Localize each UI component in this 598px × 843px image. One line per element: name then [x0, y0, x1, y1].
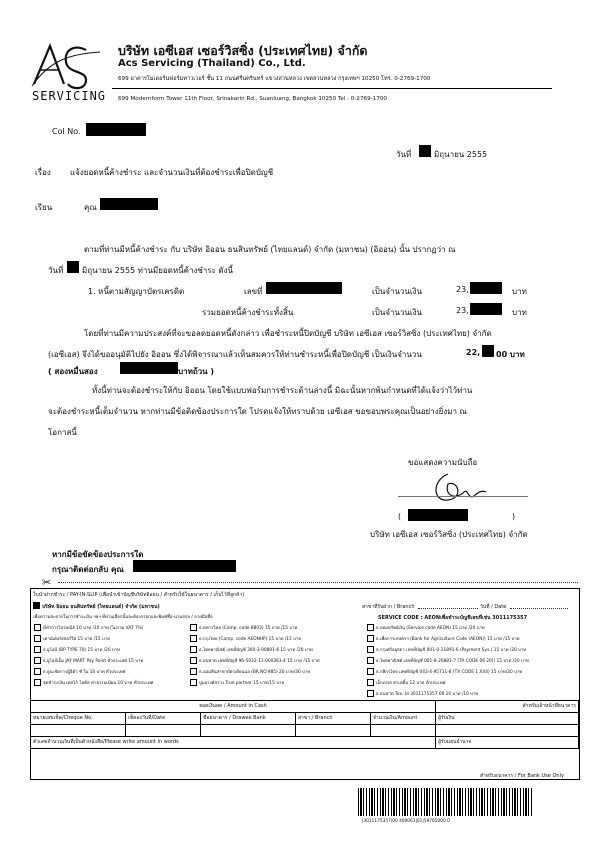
redacted-para-day	[67, 261, 79, 273]
cheque-no-cell[interactable]	[31, 725, 126, 737]
amount-in-words[interactable]: ตัวเลขจำนวนเงินที่เป็นตัวหนังสือ/Please write amount in words	[31, 737, 436, 749]
option-baac: ธ.เพื่อการเกษตรฯ (Bank for Agriculture Code (AEON)) 15 บาท /15 บาท	[376, 637, 520, 642]
paragraph-2-words-b: บาทถ้วน )	[178, 367, 215, 376]
option-thanachart-tex: ธ.ธนชาต Tex. Id 3011175357 00 10 บาท /10 บาท	[376, 692, 479, 697]
option-tmb: ธ.ทหารไทย (Comp. code 8803) 15 บาท /15 บาท	[199, 626, 298, 631]
redacted-signatory-name	[408, 509, 468, 521]
checkbox-kasikorn[interactable]	[367, 668, 374, 675]
signatory-company: บริษัท เอซีเอส เซอร์วิสซิ่ง (ประเทศไทย) จำกัด	[370, 530, 528, 539]
cash-header: ยอดเงินสด / Amount in Cash	[31, 701, 436, 713]
paragraph-2-amount-b: 00 บาท	[496, 350, 525, 359]
redacted-amount-total	[470, 303, 502, 315]
option-col3-1: ธ.ออมทรัพย์เงิน (Service code AEON) 15 บาท /20 บาท	[376, 626, 485, 631]
option-krungthai: ธ.กรุงไทย (Comp. code AEONHP) 15 บาท /15 บาท	[199, 637, 302, 642]
address-english: 699 Modernform Tower 11th Floor, Srinakarin Rd., Suanluang, Bangkok 10250 Tel : 0-2769-1700	[118, 96, 387, 102]
checkbox-uob-bp[interactable]	[34, 646, 41, 653]
officer-blank	[436, 725, 579, 737]
cut-line	[58, 582, 578, 583]
paragraph-1-line-2b: มิถุนายน 2555 ท่านมียอดหนี้ค้างชำระ ดังนี้	[82, 266, 233, 275]
signature	[418, 470, 488, 510]
redacted-amount-1	[470, 282, 502, 294]
amount-cell[interactable]	[371, 725, 436, 737]
paragraph-1-line-1: ตามที่ท่านมีหนี้ค้างชำระ กับ บริษัท อิออน ธนสินทรัพย์ (ไทยแลนด์) จำกัด (มหาชน) (อิออน) นั้น ปรากฏว่า ณ	[84, 245, 456, 254]
redacted-settlement-amount	[482, 345, 494, 357]
bank-use-only: สำหรับธนาคาร / For Bank Use Only	[480, 773, 564, 779]
redacted-amount-words	[120, 362, 178, 374]
debt-total-currency: บาท	[512, 308, 527, 317]
checkbox-baac[interactable]	[367, 635, 374, 642]
date-suffix: มิถุนายน 2555	[434, 150, 488, 159]
officer-receiver: ผู้รับเงิน	[436, 713, 579, 725]
checkbox-tesco-lotus[interactable]	[34, 679, 41, 686]
option-scb-ta: ธ.ไทยพาณิชย์ เลขที่บัญชี 001-8-26881-7 (TA CODE 06 20)) 15 บาท /20 บาท	[376, 659, 529, 664]
slip-date-label: วันที่ / Date	[480, 604, 507, 610]
slip-payee: บริษัท อิออน ธนสินทรัพย์ (ไทยแลนด์) จำกัด (มหาชน)	[42, 604, 160, 610]
option-krungsri: ธ.กรุงศรีอยุธยา เลขที่บัญชี 001-0-11891-6 (Payment Sys.) 15 บาท /20 บาท	[376, 648, 527, 653]
subject-text: แจ้งยอดหนี้ค้างชำระ และจำนวนเงินที่ต้องชำระเพื่อปิดบัญชี	[70, 168, 274, 177]
company-name-english: Acs Servicing (Thailand) Co., Ltd.	[118, 58, 306, 69]
option-counter-service: เคาน์เตอร์เซอร์วิส 15 บาท /15 บาท	[43, 637, 110, 642]
company-name-thai: บริษัท เอซีเอส เซอร์วิสซิ่ง (ประเทศไทย) จำกัด	[118, 43, 368, 58]
debt-item-1-amount-label: เป็นจำนวนเงิน	[372, 287, 422, 296]
paragraph-3-line-3: โอกาสนี้	[48, 428, 77, 437]
signatory-close: )	[512, 512, 516, 521]
option-jay-mart: ธ.ยูโอบีเอ็ม JAY MART Pay Point ทั่วประเทศ 15 บาท	[43, 659, 144, 664]
checkbox-scb[interactable]	[190, 646, 197, 653]
paragraph-2-amount-a: 22,	[466, 348, 481, 357]
logo-subtitle: SERVICING	[32, 89, 107, 103]
checkbox-option-col1-5[interactable]	[34, 668, 41, 675]
address-thai: 699 อาคารโมเดอร์นฟอร์มทาวเวอร์ ชั้น 11 ถนนศรีนครินทร์ แขวงสวนหลวง เขตสวนหลวง กรุงเทพฯ 10250 โทร. 0-2769-1700	[118, 76, 431, 82]
checkbox-krungsri[interactable]	[367, 646, 374, 653]
signature-line	[398, 496, 528, 497]
paragraph-2-line-2: (เอซีเอส) จึงได้ขออนุมัติไปยัง อิออน ซึ่งได้พิจารณาแล้วเห็นสมควรให้ท่านชำระหนี้เพื่อปิดบัญชี เป็นเงินจำนวน	[48, 350, 422, 359]
checkbox-tmb[interactable]	[190, 624, 197, 631]
option-express: เอ็กเปรส ค่าเลดิ้ม 12 บาท ทั่วประเทศ	[376, 681, 446, 686]
payment-table	[30, 700, 579, 749]
debt-total-amount: 23,	[456, 306, 469, 315]
contact-line-1: หากมีข้อขัดข้องประการใด	[52, 550, 144, 559]
debt-item-1-no: เลขที่	[244, 287, 263, 296]
closing-text: ขอแสดงความนับถือ	[408, 458, 478, 467]
col-branch: สาขา / Branch	[296, 713, 371, 725]
debt-item-1-currency: บาท	[512, 287, 527, 296]
paragraph-3-line-1: ทั้งนี้ท่านจะต้องชำระให้กับ อิออน โดยใช้แบบฟอร์มการชำระด้านล่างนี้ มิฉะนั้นหากพ้นกำหนดที่ได้แจ้งว่าไว้ท่าน	[92, 386, 473, 395]
paragraph-2-words-a: ( สองหมื่นสอง	[48, 367, 98, 376]
paragraph-1-line-2a: วันที่	[48, 266, 64, 275]
paragraph-2-line-1: โดยที่ท่านมีความประสงค์ที่จะขอลดยอดหนี้ดังกล่าว เพื่อชำระหนี้ปิดบัญชี บริษัท เอซีเอส เซอร์วิสซิ่ง (ประเทศไทย) จำกัด	[84, 329, 492, 338]
officer-header: สำหรับเจ้าหน้าที่ธนาคาร	[436, 701, 579, 713]
company-logo	[30, 40, 107, 103]
redacted-contact-name	[133, 560, 236, 572]
branch-cell[interactable]	[296, 725, 371, 737]
checkbox-thanachart[interactable]	[190, 657, 197, 664]
option-tesco-lotus: จุดชำระเงิน เทสโก้ โลตัส ค่าธรรมเนียม 10 บาท ทั่วประเทศ	[43, 681, 154, 686]
slip-branch-label: สาขาที่รับฝาก / Branch	[362, 604, 415, 610]
debt-item-1-amount: 23,	[456, 285, 469, 294]
slip-title: ใบนำฝากชำระ / PAY-IN-SLIP (เพื่อนำเข้าบัญชีบริษัทอิออน / สำหรับใช้ในธนาคาร / เก็บไว้ที่ลูกค้า)	[33, 592, 245, 598]
checkbox-gsb[interactable]	[190, 668, 197, 675]
branch-field[interactable]	[418, 608, 478, 609]
debt-total-amount-label: เป็นจำนวนเงิน	[372, 308, 422, 317]
col-amount: จำนวนเงิน/Amount	[371, 713, 436, 725]
date-field[interactable]	[510, 608, 568, 609]
checkbox-post-office[interactable]	[34, 624, 41, 631]
option-col1-5: ธ.ยูนะจัดการผู้อิตำ ชิ ใน 10 บาท ทั่วประเทศ	[43, 670, 126, 675]
slip-service-code: SERVICE CODE : AEONเพื่อชำระบัญชีเลขที่เช่น 3011175357	[378, 615, 528, 621]
paragraph-3-line-2: จะต้องชำระหนี้เต็มจำนวน หากท่านมีข้อติดข้องประการใด โปรดแจ้งให้ทราบด้วย เอซีเอส ขอขอบพระคุณเป็นอย่างยิ่งมา ณ	[48, 407, 467, 416]
col-number-label: Col No.	[52, 127, 81, 136]
redacted-card-number	[266, 282, 342, 294]
redacted-recipient-name	[100, 198, 158, 210]
checkbox-jay-mart[interactable]	[34, 657, 41, 664]
checkbox-counter-service[interactable]	[34, 635, 41, 642]
checkbox-express[interactable]	[367, 679, 374, 686]
salutation-label: เรียน	[35, 203, 53, 212]
barcode	[358, 788, 534, 816]
signature-scribble	[418, 470, 488, 510]
option-scb: ธ.ไทยพาณิชย์ เลขที่บัญชี 300-3-00891-6 15 บาท /20 บาท	[199, 648, 313, 653]
checkbox-scb-ta[interactable]	[367, 657, 374, 664]
slip-note: เพื่อความสะดวกในการชำระเงิน ฯลฯ ที่ท่านเลือกนั้นจะต้องกรอกและพิมพ์ชื่อ-นามสกุล / ลายมือชื่อ	[33, 615, 213, 620]
drawee-bank-cell[interactable]	[201, 725, 296, 737]
signatory-open: (	[398, 512, 402, 521]
contact-line-2: กรุณาติดต่อกลับ คุณ	[52, 565, 124, 574]
col-cheque-no: หมายเลขเช็ค/Cheque No.	[31, 713, 126, 725]
col-drawee-bank: ชื่อธนาคาร / Drawee Bank	[201, 713, 296, 725]
option-post-office: ที่ทำการไปรษณีย์ 10 บาท /10 บาท (ไม่รวม VAT 7%)	[43, 626, 144, 631]
checkbox-thanachart-tex[interactable]	[367, 690, 374, 697]
header-divider	[112, 88, 552, 89]
col-cheque-date: เช็คลงวันที่/Date	[126, 713, 201, 725]
option-thanachart: ธ.ธนชาต เลขที่บัญชี 96-5032-11-000363-4 15 บาท /15 บาท	[199, 659, 320, 664]
checkbox-krungthai[interactable]	[190, 635, 197, 642]
redacted-col-number	[86, 123, 146, 136]
option-gsb: ธ.ออมสินสาขาบัตรเดียนแอ (BR.NO.985) 20 บาท/30 บาท	[199, 670, 311, 675]
debt-item-1-label: 1. หนี้ตามสัญญาบัตรเครดิต	[88, 287, 185, 296]
checkbox-col3-1[interactable]	[367, 624, 374, 631]
redacted-date-day	[419, 145, 431, 157]
barcode-text: |3011175357|00 409061|01|59765000 0	[362, 819, 450, 824]
cheque-date-cell[interactable]	[126, 725, 201, 737]
salutation-prefix: คุณ	[84, 203, 97, 212]
checkbox-true-partner[interactable]	[190, 679, 197, 686]
option-true-partner: ปูมอุรงค์สว่าง True partner 15 บาท/15 บาท	[199, 681, 285, 686]
aeon-logo-icon	[33, 602, 40, 609]
scissors-icon: ✂	[42, 576, 52, 589]
debt-total-label: รวมยอดหนี้ค้างชำระทั้งสิ้น	[202, 308, 294, 317]
date-prefix: วันที่	[396, 150, 412, 159]
subject-label: เรื่อง	[35, 168, 51, 177]
officer-authorized: ผู้รับมอบอำนาจ	[436, 737, 579, 749]
option-uob-bp: ธ.ยูโอบี (BP TYPE 70) 15 บาท /20 บาท	[43, 648, 120, 653]
option-kasikorn: ธ.กสิกรไทย เลขที่บัญชี 043-4-95711-8 (TX CODE 1 XX4) 15 บาท/20 บาท	[376, 670, 523, 675]
